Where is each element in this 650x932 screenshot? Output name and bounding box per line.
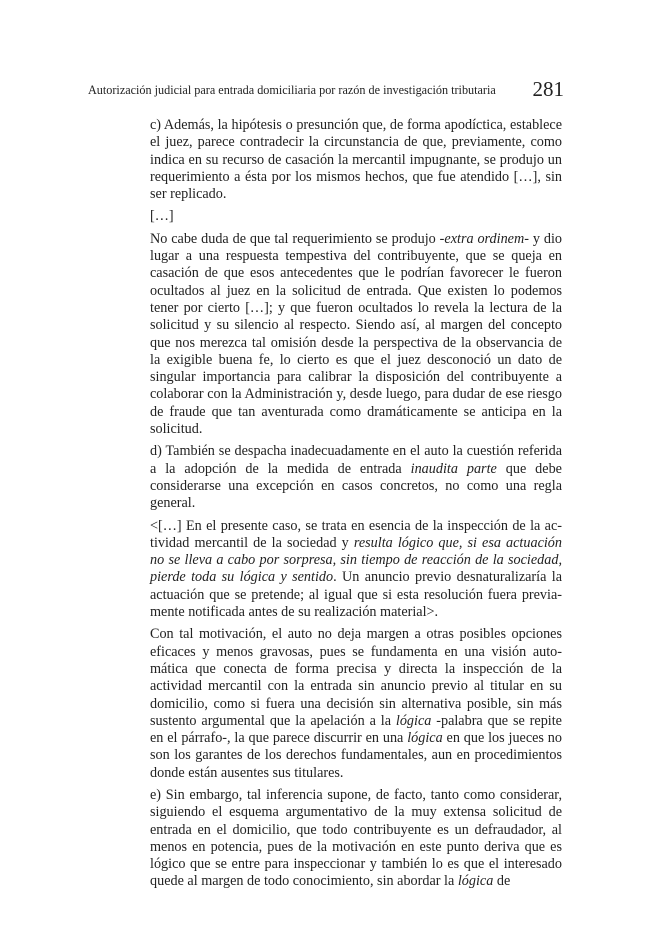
text-run: e) Sin embargo, tal inferencia supone, de facto, tanto como considerar, siguiendo el esquema argumentativo de la muy extensa solicitud de entrada en el domicilio, que todo contribuyente es un defraudador, al menos en potencia, pues de la motivación en este punto deriva que es lógico que se entre para inspeccionar y también lo es que el interesado quede al margen de todo conocimiento, sin abordar la: [150, 786, 562, 890]
text-run: c) Además, la hipótesis o presunción que, de forma apodíctica, establece el juez, parece contradecir la circunstancia de que, previamente, como indica en su recurso de casación la mercantil impugnante, se produjo un requerimiento a ésta por los mismos hechos, que fue atendido […], sin ser replicado.: [150, 117, 562, 203]
running-title: Autorización judicial para entrada domiciliaria por razón de investigación tributaria: [88, 83, 496, 97]
text-run: en que los jueces no son los garantes de los derechos fundamentales, aun en procedimientos donde están ausentes sus titulares.: [150, 730, 562, 781]
text-run: […]: [150, 208, 174, 225]
text-run: -palabra que se repite en el párrafo-, la que parece discurrir en una: [150, 712, 562, 747]
text-run: . Un anuncio previo desnaturalizaría la actuación que se pretende; al igual que si esta resolución fuera previamente notificada antes de su realización material>.: [150, 569, 562, 621]
text-run: Con tal motivación, el auto no deja margen a otras posibles opciones eficaces y menos gravosas, pues se fundamenta en una visión automática que conecta de forma precisa y directa la inspección de la actividad mercantil con la entrada sin anuncio previo al titular en su domicilio, como si fuera una decisión sin alternativa posible, sin más sustento argumental que la apelación a la: [150, 626, 562, 729]
text-run: No cabe duda de que tal requerimiento se produjo -: [150, 230, 445, 247]
italic-run: lógica: [457, 873, 494, 890]
paragraph-quote-2: [150, 518, 562, 622]
paragraph-quote-1: [150, 231, 562, 439]
italic-run: inaudita parte: [410, 460, 497, 477]
paragraph-d: [150, 443, 562, 512]
page-number: 281: [532, 77, 564, 101]
paragraph-motivation: [150, 626, 562, 782]
italic-run: extra ordinem: [444, 230, 525, 247]
italic-run: resulta lógico que, si esa actuación no se lleva a cabo por sorpresa, sin tiempo de reacción de la sociedad, pierde toda su lógica y sentido: [150, 534, 562, 586]
italic-run: lógica: [407, 730, 443, 747]
text-run: <[…] En el presente caso, se trata en esencia de la inspección de la actividad mercantil de la sociedad y: [150, 517, 562, 551]
text-run: - y dio lugar a una respuesta tempestiva del contribuyente, que se queja en casación de que esos antecedentes que le podrían favorecer le fueron ocultados al juez en la solicitud de entrada. Que existen lo podemos tener por cierto […]; y que fueron ocultados lo revela la lectura de la solicitud y su silencio al respecto. Siendo así, al margen del concepto que nos merezca tal omisión desde la perspectiva de la observancia de la exigible buena fe, lo cierto es que el juez desconoció un dato de singular importancia para calibrar la disposición del contribuyente a colaborar con la Administración y, desde luego, para dudar de ese riesgo de fraude que tan aventurada como dramáticamente se anticipa en la solicitud.: [150, 230, 562, 438]
ellipsis-paragraph: [150, 208, 562, 225]
text-run: d) También se despacha inadecuadamente en el auto la cuestión referida a la adopción de la medida de entrada: [150, 443, 562, 477]
paragraph-e: [150, 787, 562, 891]
text-run: de: [493, 873, 511, 890]
main-text: [150, 117, 562, 896]
paragraph-c: [150, 117, 562, 203]
running-header: [88, 79, 564, 99]
italic-run: lógica: [395, 712, 432, 729]
text-run: que debe considerarse una excepción en casos concretos, no como una regla general.: [150, 460, 562, 512]
